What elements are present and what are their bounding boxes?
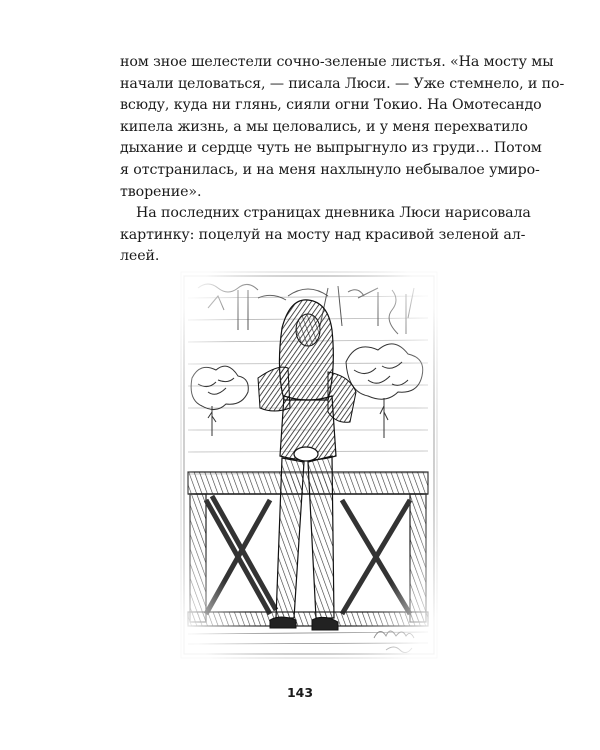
text-line: дыхание и сердце чуть не выпрыгнуло из груди… Потом: [120, 140, 542, 157]
page-number: 143: [286, 685, 314, 700]
text-line: ном зное шелестели сочно-зеленые листья. «На мосту мы: [120, 54, 554, 70]
text-line: На последних страницах дневника Люси нарисовала: [136, 205, 531, 222]
text-line: начали целоваться, — писала Люси. — Уже стемнело, и по-: [120, 75, 565, 92]
text-line: леей.: [120, 248, 160, 265]
text-line: творение».: [120, 183, 202, 200]
text-line: картинку: поцелуй на мосту над красивой зеленой ал-: [120, 226, 526, 243]
text-line: я отстранилась, и на меня нахлынуло небывалое умиро-: [120, 161, 540, 178]
text-line: кипела жизнь, а мы целовались, и у меня перехватило: [120, 118, 528, 135]
text-line: всюду, куда ни глянь, сияли огни Токио. На Омотесандо: [120, 97, 542, 114]
body-text: [120, 52, 565, 268]
pencil-drawing: [178, 268, 440, 662]
